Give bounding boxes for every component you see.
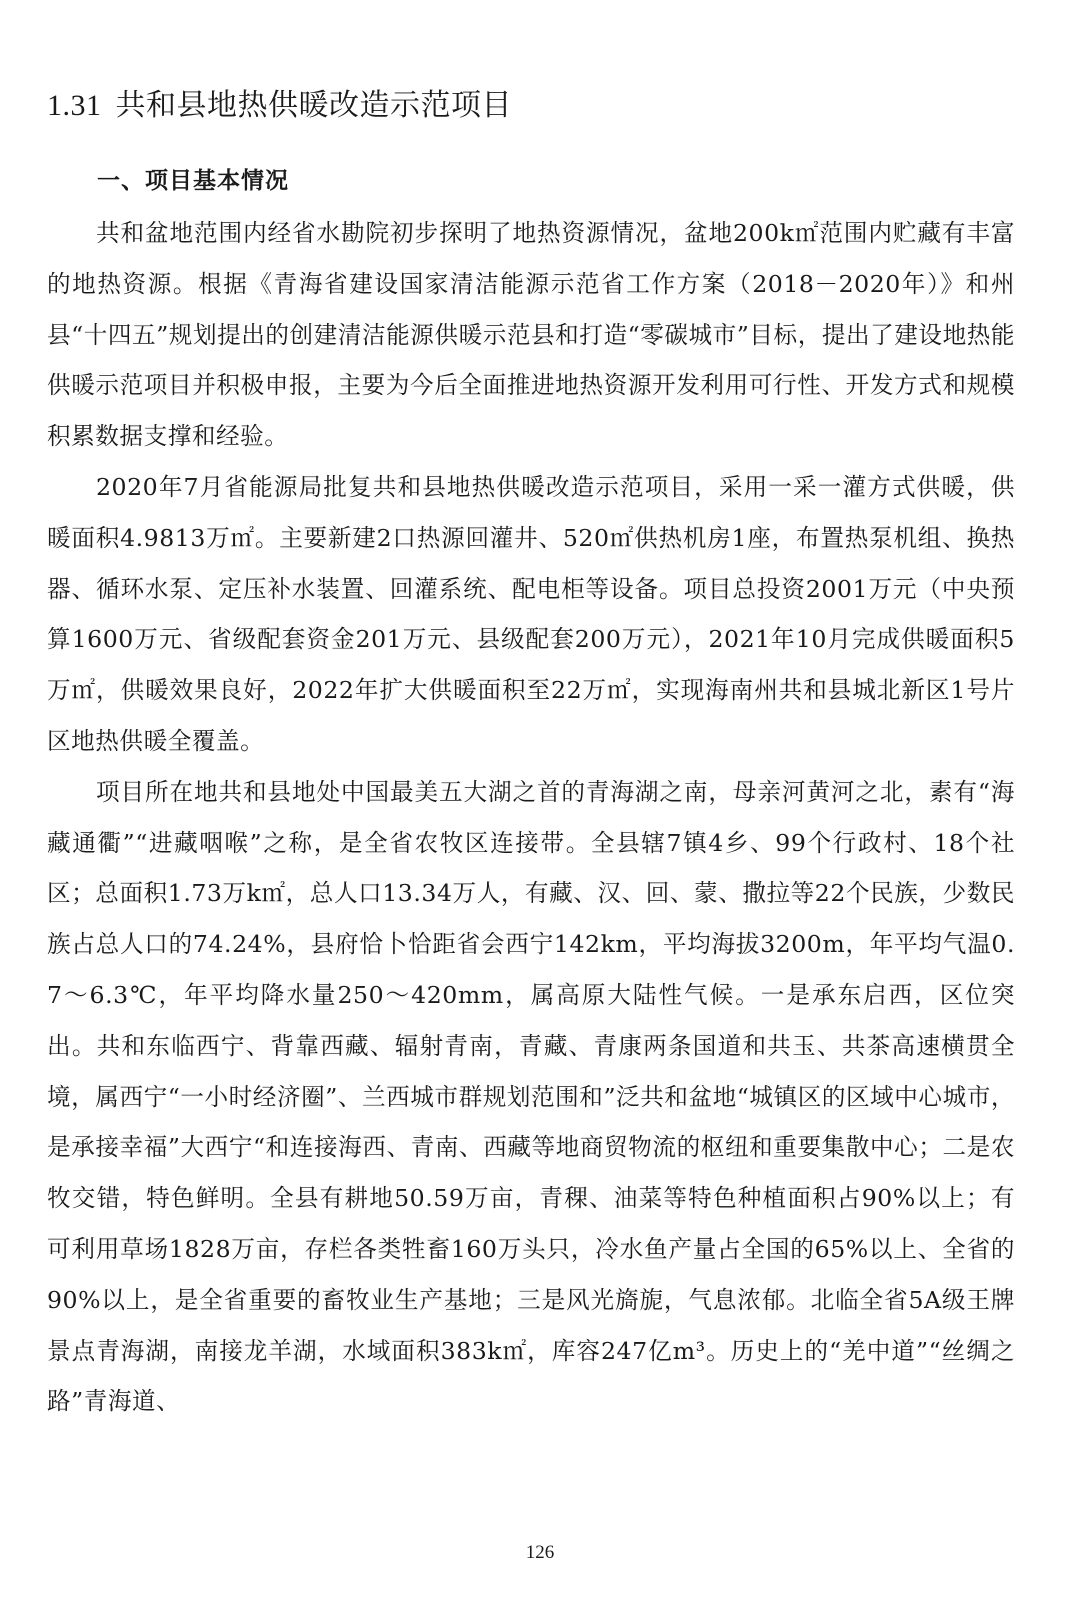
paragraph-project-approval: 2020年7月省能源局批复共和县地热供暖改造示范项目，采用一采一灌方式供暖，供暖面积4.9813万㎡。主要新建2口热源回灌井、520㎡供热机房1座，布置热泵机组、换热器、循环水泵、定压补水装置、回灌系统、配电柜等设备。项目总投资2001万元（中央预算1600万元、省级配套资金201万元、县级配套200万元），2021年10月完成供暖面积5万㎡，供暖效果良好，2022年扩大供暖面积至22万㎡，实现海南州共和县城北新区1号片区地热供暖全覆盖。 xyxy=(47,472,1015,755)
title-number: 1.31 xyxy=(47,89,102,122)
paragraph-county-overview: 项目所在地共和县地处中国最美五大湖之首的青海湖之南，母亲河黄河之北，素有“海藏通衢”“进藏咽喉”之称，是全省农牧区连接带。全县辖7镇4乡、99个行政村、18个社区；总面积1.73万k㎡，总人口13.34万人，有藏、汉、回、蒙、撒拉等22个民族，少数民族占总人口的74.24%，县府恰卜恰距省会西宁142km，平均海拔3200m，年平均气温0.7～6.3℃，年平均降水量250～420mm，属高原大陆性气候。一是承东启西，区位突出。共和东临西宁、背靠西藏、辐射青南，青藏、青康两条国道和共玉、共茶高速横贯全境，属西宁“一小时经济圈”、兰西城市群规划范围和”泛共和盆地“城镇区的区域中心城市，是承接幸福”大西宁“和连接海西、青南、西藏等地商贸物流的枢纽和重要集散中心；二是农牧交错，特色鲜明。全县有耕地50.59万亩，青稞、油菜等特色种植面积占90%以上；有可利用草场1828万亩，存栏各类牲畜160万头只，冷水鱼产量占全国的65%以上、全省的90%以上，是全省重要的畜牧业生产基地；三是风光旖旎，气息浓郁。北临全省5A级王牌景点青海湖，南接龙羊湖，水域面积383k㎡，库容247亿m³。历史上的“羌中道”“丝绸之路”青海道、 xyxy=(47,777,1015,1416)
page-title xyxy=(47,84,1037,128)
page-number: 126 xyxy=(525,1542,555,1563)
body-text xyxy=(47,208,1015,1427)
paragraph-geothermal-resources: 共和盆地范围内经省水勘院初步探明了地热资源情况，盆地200k㎡范围内贮藏有丰富的地热资源。根据《青海省建设国家清洁能源示范省工作方案（2018－2020年）》和州县“十四五”规划提出的创建清洁能源供暖示范县和打造“零碳城市”目标，提出了建设地热能供暖示范项目并积极申报，主要为今后全面推进地热资源开发利用可行性、开发方式和规模积累数据支撑和经验。 xyxy=(47,219,1015,451)
section-heading: 一、项目基本情况 xyxy=(97,168,289,194)
title-text: 共和县地热供暖改造示范项目 xyxy=(115,88,512,123)
